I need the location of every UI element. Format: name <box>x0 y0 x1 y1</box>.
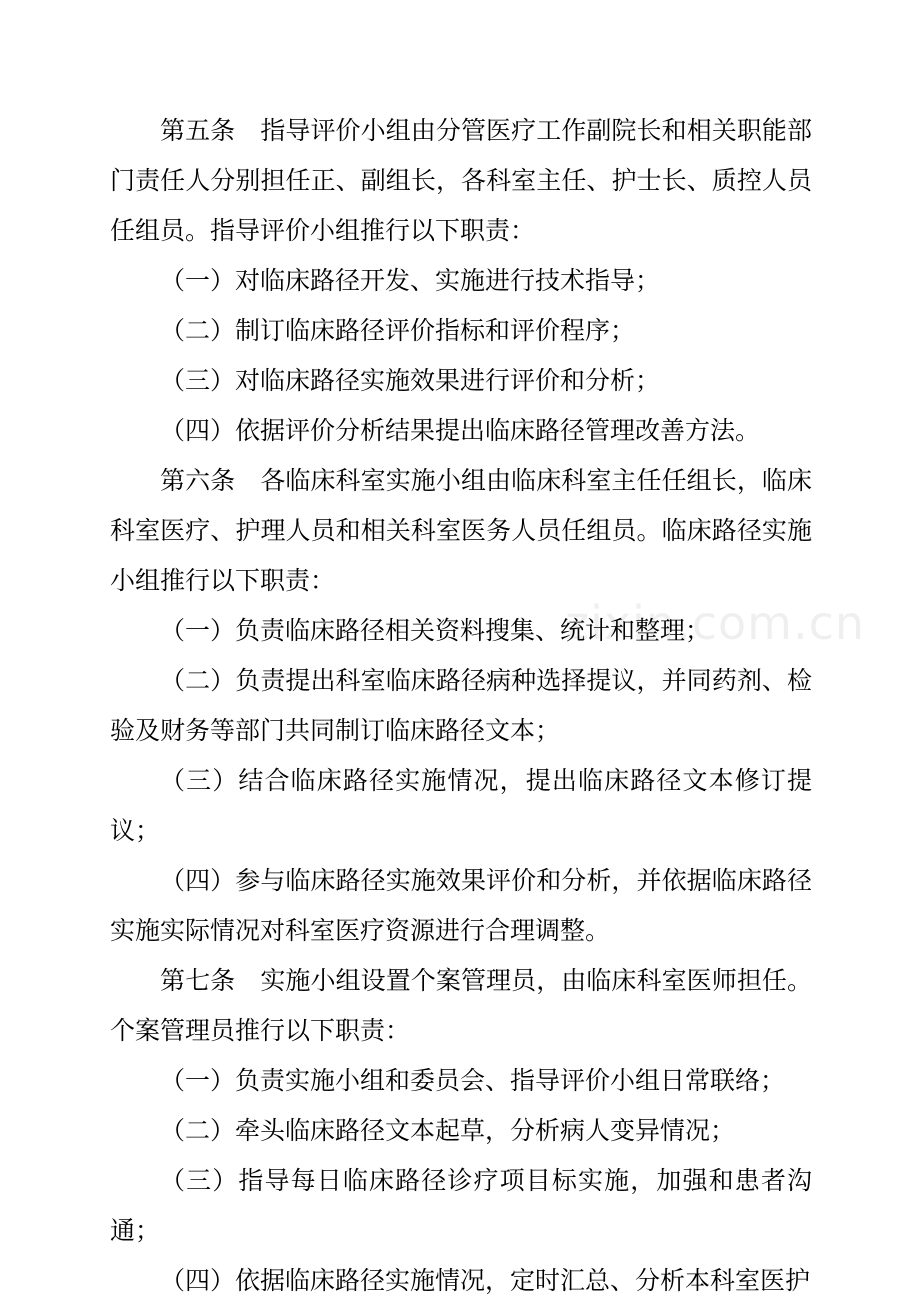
paragraph-article-6: 第六条 各临床科室实施小组由临床科室主任任组长，临床科室医疗、护理人员和相关科室医务人员任组员。临床路径实施小组推行以下职责： <box>110 466 812 595</box>
document-body <box>110 106 812 1306</box>
paragraph-article-5-item-4: （四）依据评价分析结果提出临床路径管理改善方法。 <box>160 416 761 445</box>
paragraph-article-5-item-2: （二）制订临床路径评价指标和评价程序； <box>160 316 636 345</box>
paragraph-article-6-item-4: （四）参与临床路径实施效果评价和分析，并依据临床路径实施实际情况对科室医疗资源进行合理调整。 <box>110 866 812 945</box>
watermark: zixin.com.cn <box>565 596 866 650</box>
paragraph-article-5-item-1: （一）对临床路径开发、实施进行技术指导； <box>160 266 661 295</box>
paragraph-article-7: 第七条 实施小组设置个案管理员，由临床科室医师担任。个案管理员推行以下职责： <box>110 966 812 1045</box>
paragraph-article-7-item-4: （四）依据临床路径实施情况，定时汇总、分析本科室医护 <box>160 1266 811 1295</box>
paragraph-article-7-item-1: （一）负责实施小组和委员会、指导评价小组日常联络； <box>160 1066 786 1095</box>
paragraph-article-6-item-1: （一）负责临床路径相关资料搜集、统计和整理； <box>160 616 711 645</box>
paragraph-article-7-item-2: （二）牵头临床路径文本起草，分析病人变异情况； <box>160 1116 736 1145</box>
paragraph-article-6-item-2: （二）负责提出科室临床路径病种选择提议，并同药剂、检验及财务等部门共同制订临床路径文本； <box>110 666 812 745</box>
paragraph-article-7-item-3: （三）指导每日临床路径诊疗项目标实施，加强和患者沟通； <box>110 1166 812 1245</box>
paragraph-article-5: 第五条 指导评价小组由分管医疗工作副院长和相关职能部门责任人分别担任正、副组长，各科室主任、护士长、质控人员任组员。指导评价小组推行以下职责： <box>110 116 812 245</box>
paragraph-article-5-item-3: （三）对临床路径实施效果进行评价和分析； <box>160 366 661 395</box>
paragraph-article-6-item-3: （三）结合临床路径实施情况，提出临床路径文本修订提议； <box>110 766 812 845</box>
